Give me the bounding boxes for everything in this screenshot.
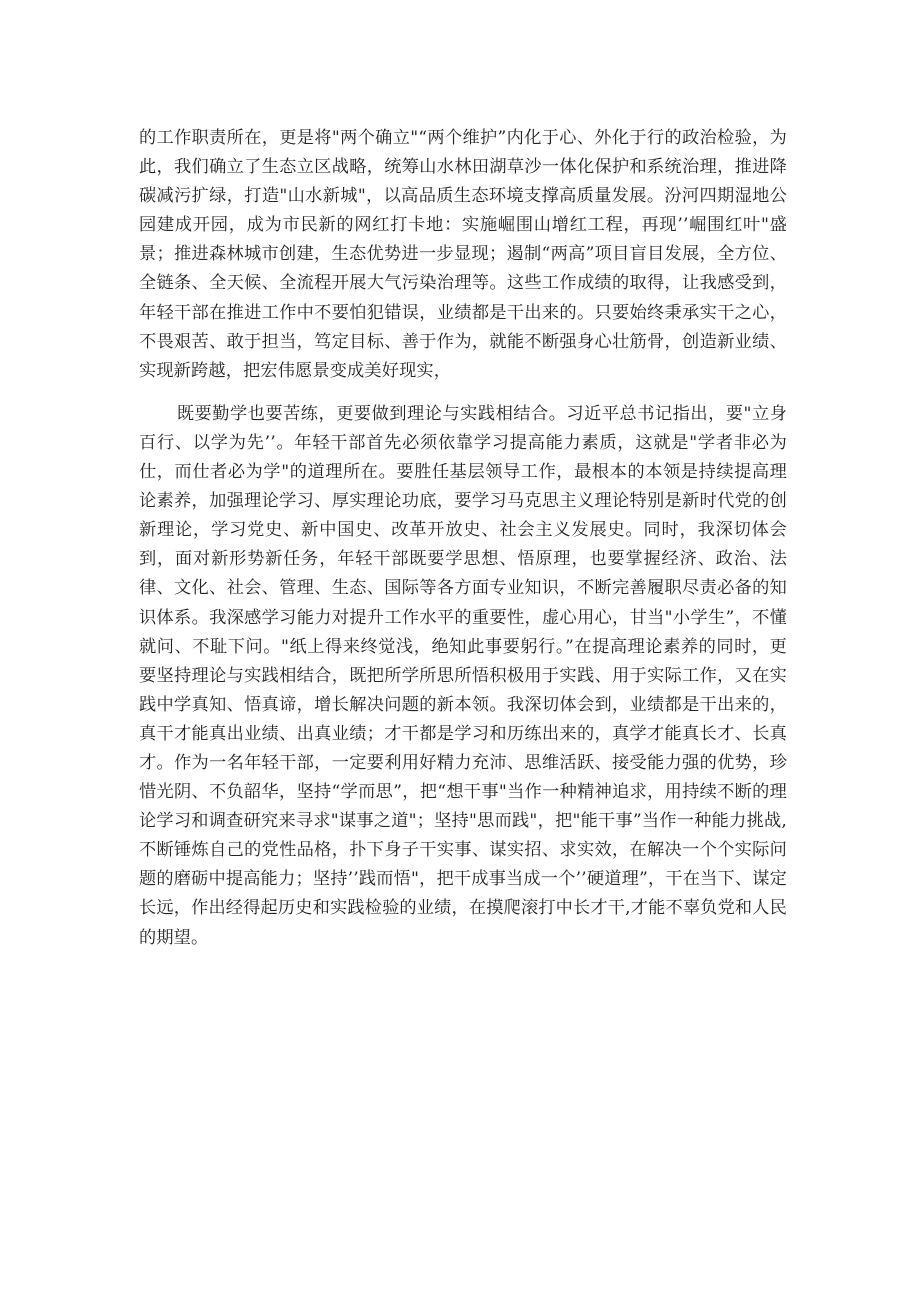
paragraph-study-and-practice: 既要勤学也要苦练，更要做到理论与实践相结合。习近平总书记指出，要"立身百行、以学为先’’。年轻干部首先必须依靠学习提高能力素质，这就是"学者非必为仕，而仕者必为学"的道理所在。要胜任基层领导工作，最根本的本领是持续提高理论素养，加强理论学习、厚实理论功底，要学习马克思主义理论特别是新时代党的创新理论，学习党史、新中国史、改革开放史、社会主义发展史。同时，我深切体会到，面对新形势新任务，年轻干部既要学思想、悟原理，也要掌握经济、政治、法律、文化、社会、管理、生态、国际等各方面专业知识，不断完善履职尽责必备的知识体系。我深感学习能力对提升工作水平的重要性，虚心用心，甘当"小学生”，不懂就问、不耻下问。"纸上得来终觉浅，绝知此事要躬行。”在提高理论素养的同时，更要坚持理论与实践相结合，既把所学所思所悟积极用于实践、用于实际工作，又在实践中学真知、悟真谛，增长解决问题的新本领。我深切体会到，业绩都是干出来的，真干才能真出业绩、出真业绩；才干都是学习和历练出来的，真学才能真长才、长真才。作为一名年轻干部，一定要利用好精力充沛、思维活跃、接受能力强的优势，珍惜光阴、不负韶华，坚持“学而思”，把“想干事"当作一种精神追求，用持续不断的理论学习和调查研究来寻求"谋事之道"；坚持"思而践"，把"能干事”当作一种能力挑战,不断锤炼自己的党性品格，扑下身子干实事、谋实招、求实效，在解决一个个实际问题的磨砺中提高能力；坚持’’践而悟"，把干成事当成一个’’硬道理”，干在当下、谋定长远，作出经得起历史和实践检验的业绩，在摸爬滚打中长才干,才能不辜负党和人民的期望。 — [139, 403, 787, 948]
document-body — [139, 124, 787, 953]
paragraph-continued: 的工作职责所在，更是将"两个确立"“两个维护”内化于心、外化于行的政治检验，为此，我们确立了生态立区战略，统筹山水林田湖草沙一体化保护和系统治理，推进降碳减污扩绿，打造"山水新城"，以高品质生态环境支撑高质量发展。汾河四期湿地公园建成开园，成为市民新的网红打卡地：实施崛围山增红工程，再现’’崛围红叶"盛景；推进森林城市创建，生态优势进一步显现；遏制“两高”项目盲目发展，全方位、全链条、全天候、全流程开展大气污染治理等。这些工作成绩的取得，让我感受到，年轻干部在推进工作中不要怕犯错误，业绩都是干出来的。只要始终秉承实干之心，不畏艰苦、敢于担当，笃定目标、善于作为，就能不断强身心壮筋骨，创造新业绩、实现新跨越，把宏伟愿景变成美好现实， — [139, 128, 787, 381]
